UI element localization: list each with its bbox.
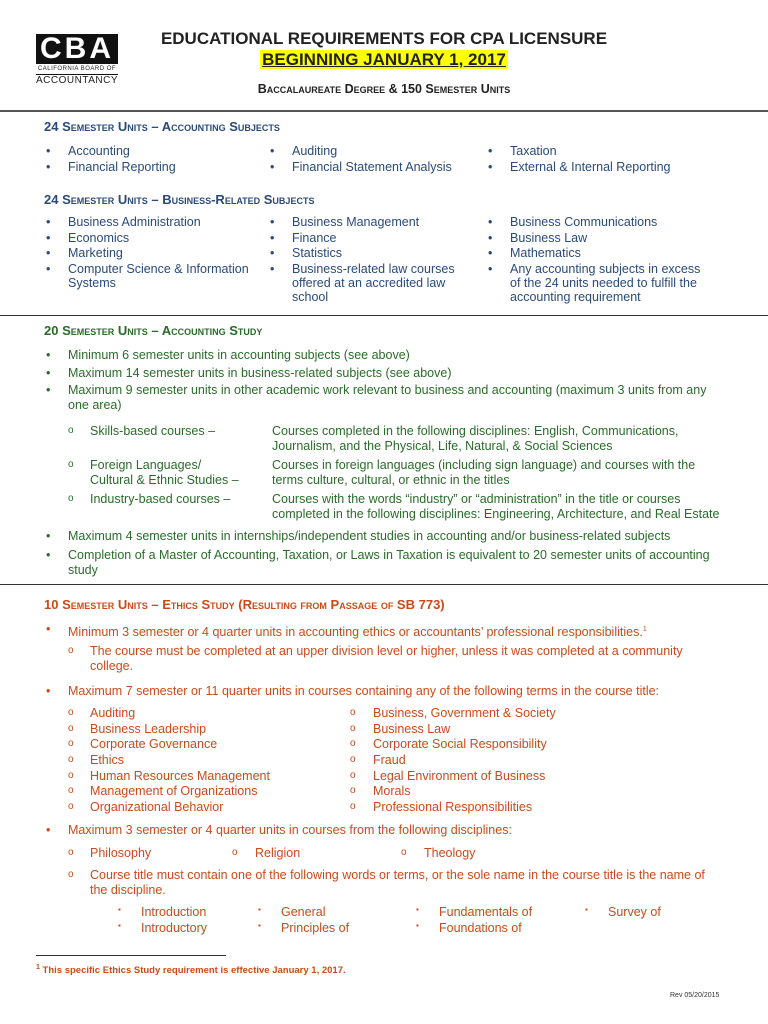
list-item: o Organizational Behavior [68,800,224,815]
discipline-religion: Religion [255,846,301,860]
list-item: • Taxation [488,144,557,158]
sec2-col2 [270,215,475,304]
sec1-col1 [46,144,261,175]
logo-line2: ACCOUNTANCY [36,75,118,86]
list-item: • Minimum 3 semester or 4 quarter units in accounting ethics or accountants’ professional responsibilities.$^1$ [46,622,647,640]
list-item: o Business, Government & Society [350,706,556,720]
discipline-philosophy: Philosophy [90,846,152,860]
list-item: • Maximum 3 semester or 4 quarter units in courses from the following disciplines: [46,823,512,837]
list-item: o Ethics [68,753,125,768]
list-item: • Business Communications [488,215,658,229]
divider [0,315,768,316]
sec2-col1 [46,215,261,290]
list-item: • Business Administration [46,215,201,229]
section-accounting-study-heading: 20 Semester Units – Accounting Study [44,323,263,338]
footnote: $^1$ This specific Ethics Study requirement is effective January 1, 2017. [36,964,346,977]
list-item: o Human Resources Management [68,768,270,783]
logo-letters: CBA [36,34,118,64]
title-words: ▪ Introduction ▪ Introductory ▪ General ▪ Principles of ▪ Fundamentals of ▪ Foundations of ▪ Survey of [118,905,661,935]
logo-line1: CALIFORNIA BOARD OF [37,66,117,72]
list-item: • Accounting [46,144,130,158]
list-item: • Minimum 6 semester units in accounting subjects (see above) [46,348,410,362]
list-item: • Any accounting subjects in excess of the 24 units needed to fulfill the accounting requirement [488,261,701,304]
section-ethics-study-heading: 10 Semester Units – Ethics Study (Resulting from Passage of SB 773) [44,597,445,612]
list-item: • Auditing [270,144,338,158]
revision-date: Rev 05/20/2015 [670,992,720,999]
list-item: o Business Law [350,721,451,736]
list-item: o Management of Organizations [68,784,258,799]
list-item: o Legal Environment of Business [350,768,546,783]
list-item: • Business Law [488,230,588,245]
list-item: • Business Management [270,215,420,229]
list-item: o Professional Responsibilities [350,800,533,815]
subtitle-text: BEGINNING JANUARY 1, 2017 [262,50,506,69]
list-item: • Statistics [270,246,343,260]
list-item: • Maximum 4 semester units in internships/independent studies in accounting and/or business-related subjects [46,529,671,543]
list-item: o Corporate Governance [68,737,218,752]
sec3-bullets-top [46,348,726,413]
list-item: • Maximum 14 semester units in business-related subjects (see above) [46,365,452,380]
list-item: o Auditing [68,706,136,720]
list-item: • Marketing [46,246,123,260]
sec3-bullets-bottom [46,529,726,578]
section-accounting-subjects-heading: 24 Semester Units – Accounting Subjects [44,119,280,134]
list-item: • Financial Statement Analysis [270,159,452,174]
list-item: o Business Leadership [68,721,207,736]
sec4-b3 [46,823,726,839]
sec4-b2 [46,684,726,700]
list-item: • Computer Science & Information Systems [46,261,249,290]
list-item: • Economics [46,230,130,245]
list-item: • External & Internal Reporting [488,159,671,174]
sec1-col2 [270,144,480,175]
divider [0,584,768,585]
section-business-subjects-heading: 24 Semester Units – Business-Related Subjects [44,192,315,207]
page-subtitle [0,50,768,70]
list-item: • Financial Reporting [46,159,176,174]
terms-right [350,706,650,816]
sec1-col3 [488,144,718,175]
list-item: o Morals [350,784,411,799]
disciplines: o Philosophy o Religion o Theology [68,846,476,860]
list-item: • Mathematics [488,246,581,260]
sec2-col3 [488,215,703,304]
list-item: • Maximum 7 semester or 11 quarter units in courses containing any of the following terms in the course title: [46,684,660,698]
degree-heading: Baccalaureate Degree & 150 Semester Units [257,82,511,96]
list-item: • Maximum 9 semester units in other academic work relevant to business and accounting (maximum 3 units from any one area) [46,383,707,412]
list-item: • Business-related law courses offered at an accredited law school [270,261,455,304]
list-item: o Fraud [350,753,406,768]
list-item: o Corporate Social Responsibility [350,737,547,752]
list-item: • Completion of a Master of Accounting, Taxation, or Laws in Taxation is equivalent to 20 semester units of accounting study [46,547,710,577]
divider [0,110,768,112]
footnote-divider [36,955,226,956]
terms-left [68,706,348,816]
discipline-theology: Theology [424,846,476,860]
sec4-b1 [46,622,726,641]
list-item: • Finance [270,230,337,245]
page-title: EDUCATIONAL REQUIREMENTS FOR CPA LICENSURE [160,29,608,48]
